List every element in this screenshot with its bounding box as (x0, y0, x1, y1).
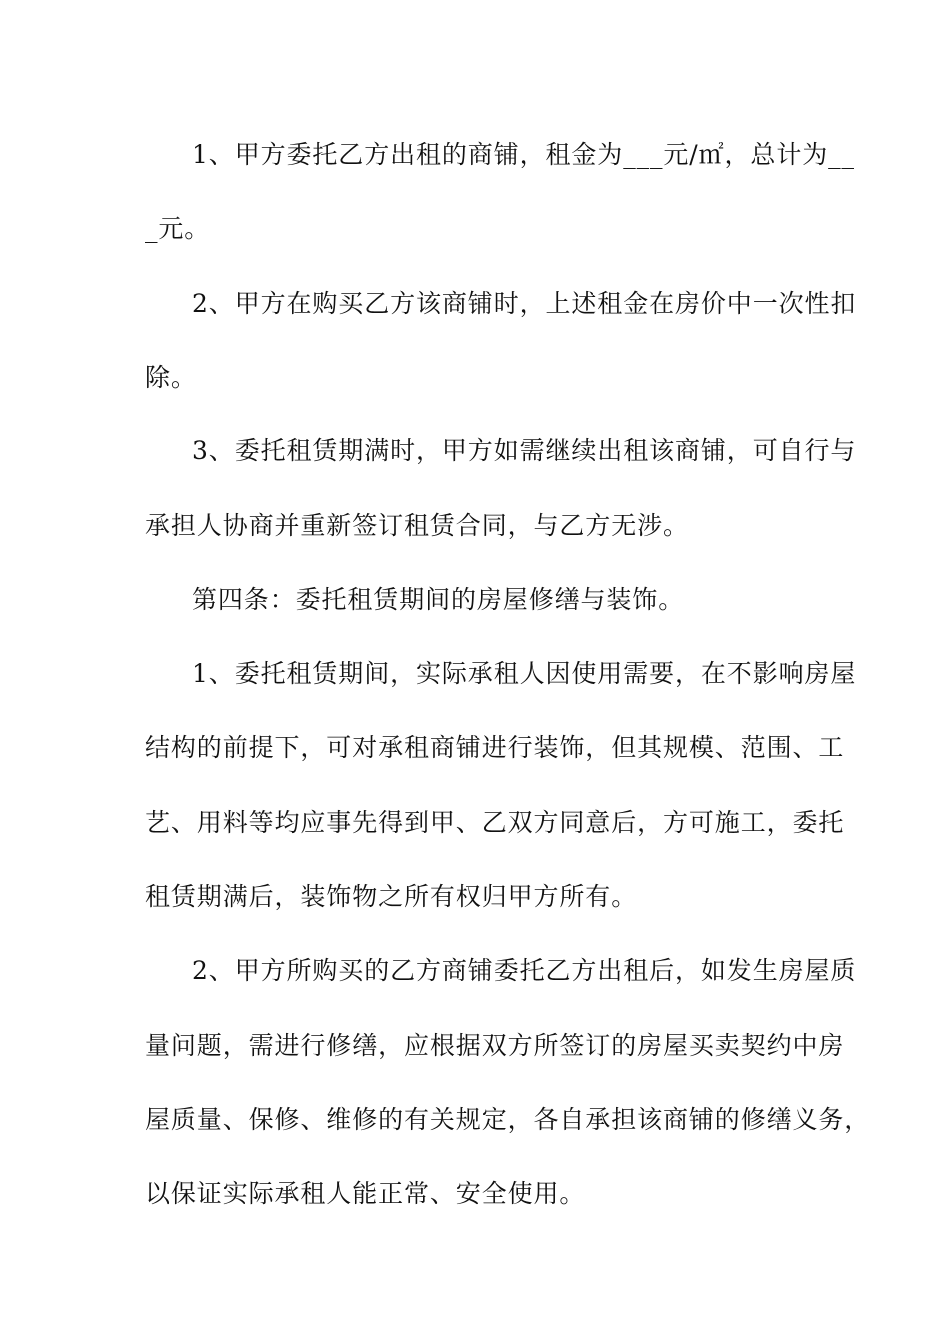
paragraph-line: 承担人协商并重新签订租赁合同，与乙方无涉。 (145, 511, 689, 540)
paragraph-line: 艺、用料等均应事先得到甲、乙双方同意后，方可施工，委托 (145, 808, 845, 837)
paragraph-line: 3、委托租赁期满时，甲方如需继续出租该商铺，可自行与 (192, 436, 857, 465)
paragraph-line: 以保证实际承租人能正常、安全使用。 (145, 1179, 586, 1208)
paragraph-line: 1、委托租赁期间，实际承租人因使用需要，在不影响房屋 (192, 659, 857, 688)
paragraph-line: 租赁期满后，装饰物之所有权归甲方所有。 (145, 882, 638, 911)
paragraph-line: 量问题，需进行修缮，应根据双方所签订的房屋买卖契约中房 (145, 1031, 845, 1060)
section-heading: 第四条：委托租赁期间的房屋修缮与装饰。 (192, 585, 685, 614)
paragraph-line: 屋质量、保修、维修的有关规定，各自承担该商铺的修缮义务， (145, 1105, 871, 1134)
paragraph-line: 2、甲方所购买的乙方商铺委托乙方出租后，如发生房屋质 (192, 956, 857, 985)
paragraph-line: 2、甲方在购买乙方该商铺时，上述租金在房价中一次性扣 (192, 289, 857, 318)
paragraph-line: _元。 (145, 214, 211, 243)
paragraph-line: 结构的前提下，可对承租商铺进行装饰，但其规模、范围、工 (145, 733, 845, 762)
paragraph-line: 1、甲方委托乙方出租的商铺，租金为___元/㎡，总计为__ (192, 140, 855, 169)
paragraph-line: 除。 (145, 363, 197, 392)
